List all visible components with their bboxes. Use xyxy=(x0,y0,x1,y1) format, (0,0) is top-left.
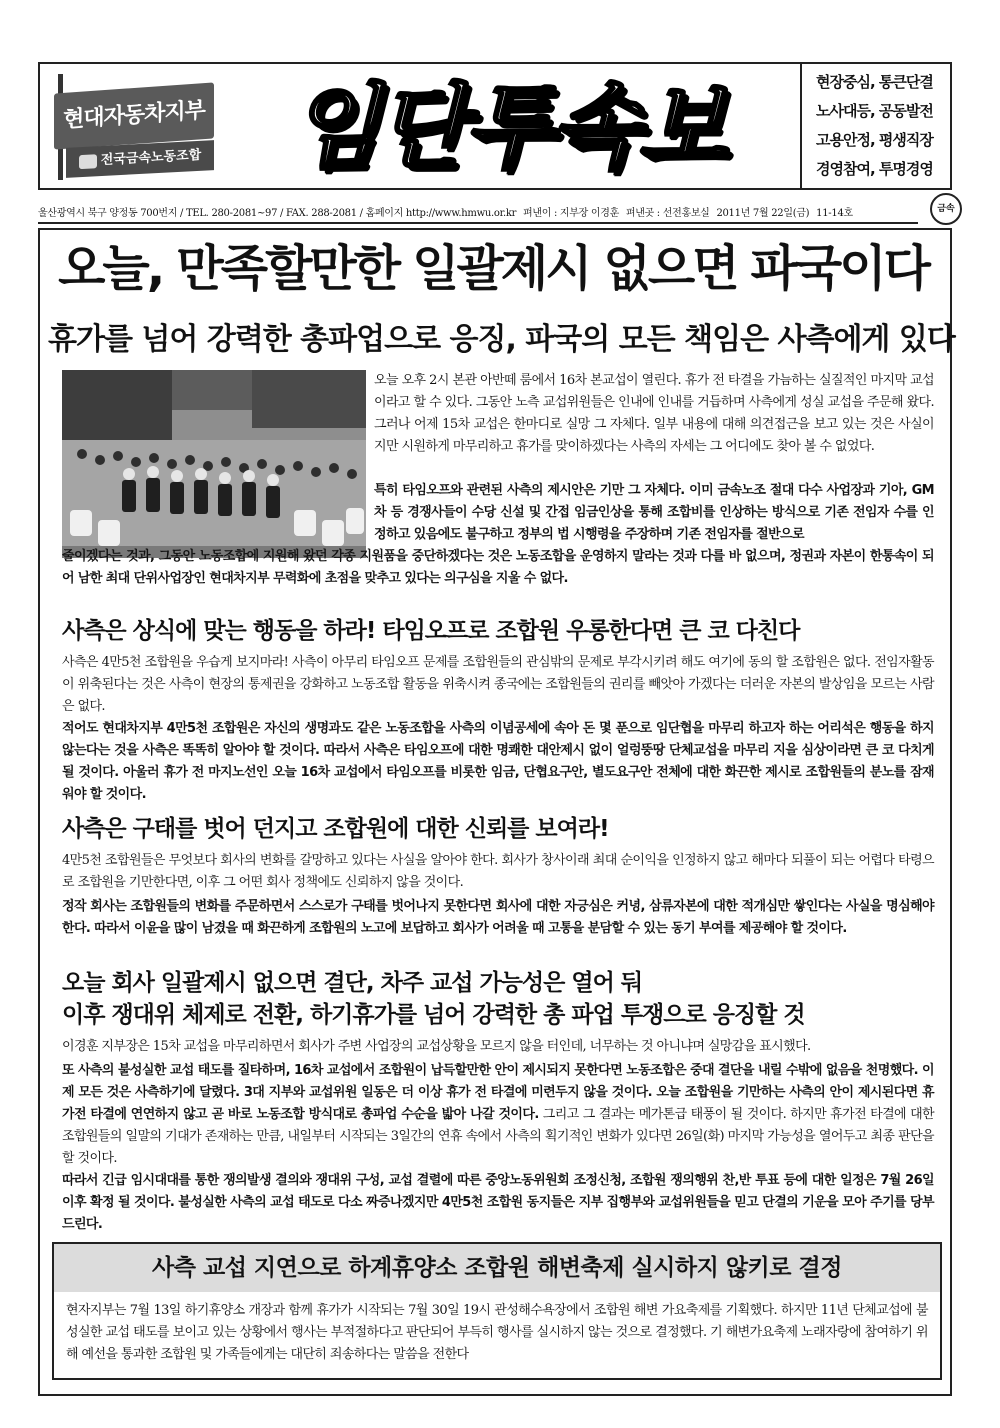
publishing-office: 펴낸곳 : 선전홍보실 xyxy=(625,208,710,219)
slogan: 현장중심, 통큰단결 xyxy=(816,73,933,91)
issue-date: 2011년 7월 22일(금) xyxy=(716,208,810,219)
section-1-heading: 사측은 상식에 맞는 행동을 하라! 타임오프로 조합원 우롱한다면 큰 코 다친다 xyxy=(62,618,800,644)
union-flag-logo xyxy=(50,74,220,180)
slogan-box xyxy=(800,62,950,190)
section-3-paragraph-1: 이경훈 지부장은 15차 교섭을 마무리하면서 회사가 주변 사업장의 교섭상황을 모르지 않을 터인데, 너무하는 것 아니냐며 실망감을 표시했다. xyxy=(62,1039,811,1054)
sub-headline: 휴가를 넘어 강력한 총파업으로 응징, 파국의 모든 책임은 사측에게 있다 xyxy=(48,322,955,357)
slogan: 노사대등, 공동발전 xyxy=(816,102,933,120)
intro-paragraph-2-lead: 특히 타임오프와 관련된 사측의 제시안은 기만 그 자체다. 이미 금속노조 절대 다수 사업장과 기아, GM차 등 경쟁사들이 수당 신설 및 간접 임금인상을 통해 조합비를 인상하는 방식으로 기존 전임자 수를 인정하고 있음에도 불구하고 정부의 법 시행령을 주장하며 기존 전임자를 절반으로 xyxy=(374,483,934,542)
newspaper-title: 임단투속보 xyxy=(290,74,726,181)
publication-info-bar xyxy=(38,206,918,224)
section-1-paragraph-2: 적어도 현대차지부 4만5천 조합원은 자신의 생명과도 같은 노동조합을 사측의 이념공세에 속아 돈 몇 푼으로 임단협을 마무리 하고자 하는 어리석은 행동을 하지 않는다는 것을 사측은 똑똑히 알아야 할 것이다. 따라서 사측은 타임오프에 대한 명쾌한 대안제시 없이 얼렁뚱땅 단체교섭을 마무리 지을 심상이라면 큰 코 다치게 될 것이다. 아울러 휴가 전 마지노선인 오늘 16차 교섭에서 타임오프를 비롯한 임금, 단협요구안, 별도요구안 전체에 대한 화끈한 제시로 조합원들의 분노를 잠재워야 할 것이다. xyxy=(62,721,934,802)
issue-number: 11-14호 xyxy=(816,208,853,219)
section-3-paragraph-3: 따라서 긴급 임시대대를 통한 쟁의발생 결의와 쟁대위 구성, 교섭 결렬에 따른 중앙노동위원회 조정신청, 조합원 쟁의행위 찬,반 투표 등에 대한 일정은 7월 26일 이후 확정 될 것이다. 불성실한 사측의 교섭 태도로 다소 짜증나겠지만 4만5천 조합원 동지들은 지부 집행부와 교섭위원들을 믿고 단결의 기운을 모아 주기를 당부드린다. xyxy=(62,1173,934,1232)
intro-paragraph-2-continued: 줄이겠다는 것과, 그동안 노동조합에 지원해 왔던 각종 지원품을 중단하겠다는 것은 노동조합을 운영하지 말라는 것과 다를 바 없으며, 정권과 자본이 한통속이 되어 남한 최대 단위사업장인 현대차지부 무력화에 초점을 맞추고 있다는 의구심을 지울 수 없다. xyxy=(62,549,934,586)
address-contact: 울산광역시 북구 양정동 700번지 / TEL. 280-2081~97 / FAX. 288-2081 / 홈페이지 http://www.hmwu.or.kr xyxy=(38,208,517,219)
intro-paragraph-1: 오늘 오후 2시 본관 아반떼 룸에서 16차 본교섭이 열린다. 휴가 전 타결을 가늠하는 실질적인 마지막 교섭이라고 할 수 있다. 그동안 노측 교섭위원들은 인내에 인내를 거듭하며 사측에게 성실 교섭을 주문해 왔다. 그러나 어제 15차 교섭은 한마디로 실망 그 자체다. 일부 내용에 대해 의견접근을 보고 있는 것은 사실이지만 시원하게 마무리하고 휴가를 맞이하겠다는 사측의 자세는 그 어디에도 찾아 볼 수 없었다. xyxy=(374,373,934,454)
section-2-heading: 사측은 구태를 벗어 던지고 조합원에 대한 신뢰를 보여라! xyxy=(62,816,609,842)
section-3-paragraph-2-plain: 그리고 그 결과는 메가톤급 태풍이 될 것이다. 하지만 휴가전 타결에 대한 조합원들의 일말의 기대가 존재하는 만큼, 내일부터 시작되는 3일간의 연휴 속에서 사측의 획기적인 변화가 있다면 26일(화) 마지막 가능성을 열어두고 최종 판단을 할 것이다. xyxy=(62,1107,935,1166)
notice-title: 사측 교섭 지연으로 하계휴양소 조합원 해변축제 실시하지 않키로 결정 xyxy=(54,1244,940,1292)
federation-emblem-icon xyxy=(79,154,97,169)
section-3-heading-line-1: 오늘 회사 일괄제시 없으면 결단, 차주 교섭 가능성은 열어 둬 xyxy=(62,970,643,996)
section-2-paragraph-1: 4만5천 조합원들은 무엇보다 회사의 변화를 갈망하고 있다는 사실을 알아야 한다. 회사가 창사이래 최대 순이익을 인정하지 않고 해마다 되풀이 되는 어렵다 타령으로 조합원을 기만한다면, 이후 그 어떤 회사 정책에도 신뢰하지 않을 것이다. xyxy=(62,853,934,890)
slogan: 고용안정, 평생직장 xyxy=(816,131,933,149)
notice-body: 현자지부는 7월 13일 하기휴양소 개장과 함께 휴가가 시작되는 7월 30일 19시 관성해수욕장에서 조합원 해변 가요축제를 기획했다. 하지만 11년 단체교섭에 불성실한 교섭 태도를 보이고 있는 상황에서 행사는 부적절하다고 판단되어 부득히 행사를 실시하지 않는 것으로 결정했다. 기 해변가요축제 노래자랑에 참여하기 위해 예선을 통과한 조합원 및 가족들에게는 대단히 죄송하다는 말씀을 전한다 xyxy=(66,1303,928,1362)
section-2-paragraph-2: 정작 회사는 조합원들의 변화를 주문하면서 스스로가 구태를 벗어나지 못한다면 회사에 대한 자긍심은 커녕, 삼류자본에 대한 적개심만 쌓인다는 사실을 명심해야 한다. 따라서 이윤을 많이 남겼을 때 화끈하게 조합원의 노고에 보답하고 회사가 어려울 때 고통을 분담할 수 있는 동기 부여를 제공해야 할 것이다. xyxy=(62,899,934,936)
flag-federation-label: 전국금속노동조합 xyxy=(100,147,202,169)
section-3-paragraph-2 xyxy=(62,1060,934,1170)
rally-crowd-illustration xyxy=(62,370,366,558)
main-headline: 오늘, 만족할만한 일괄제시 없으면 파국이다 xyxy=(58,240,928,297)
publisher: 펴낸이 : 지부장 이경훈 xyxy=(522,208,619,219)
slogan: 경영참여, 투명경영 xyxy=(816,160,933,178)
section-3-heading-line-2: 이후 쟁대위 체제로 전환, 하기휴가를 넘어 강력한 총 파업 투쟁으로 응징할 것 xyxy=(62,1002,805,1028)
festival-cancellation-notice xyxy=(52,1242,942,1380)
metal-union-seal-icon: 금속 xyxy=(930,193,962,225)
rally-photo xyxy=(62,370,366,558)
section-1-paragraph-1: 사측은 4만5천 조합원을 우습게 보지마라! 사측이 아무리 타임오프 문제를 조합원들의 관심밖의 문제로 부각시키려 해도 여기에 동의 할 조합원은 없다. 전임자활동이 위축된다는 것은 사측이 현장의 통제권을 강화하고 노동조합 활동을 위축시켜 종국에는 조합원들의 권리를 빼앗아 가겠다는 더러운 자본의 발상임을 모르는 사람은 없다. xyxy=(62,655,934,714)
masthead xyxy=(38,62,952,190)
flag-federation-name xyxy=(66,140,214,178)
flag-union-name: 현대자동차지부 xyxy=(54,82,214,149)
section-3-paragraph-2-bold: 또 사측의 불성실한 교섭 태도를 질타하며, 16차 교섭에서 조합원이 납득할만한 안이 제시되지 못한다면 노동조합은 중대 결단을 내릴 수밖에 없음을 천명했다. 이제 모든 것은 사측하기에 달렸다. 3대 지부와 교섭위원 일동은 더 이상 휴가 전 타결에 미련두지 않을 것이다. 오늘 조합원을 기만하는 사측의 안이 제시된다면 휴가전 타결에 연연하지 않고 곧 바로 노동조합 방식대로 총파업 수순을 밟아 나갈 것이다. xyxy=(62,1063,934,1122)
